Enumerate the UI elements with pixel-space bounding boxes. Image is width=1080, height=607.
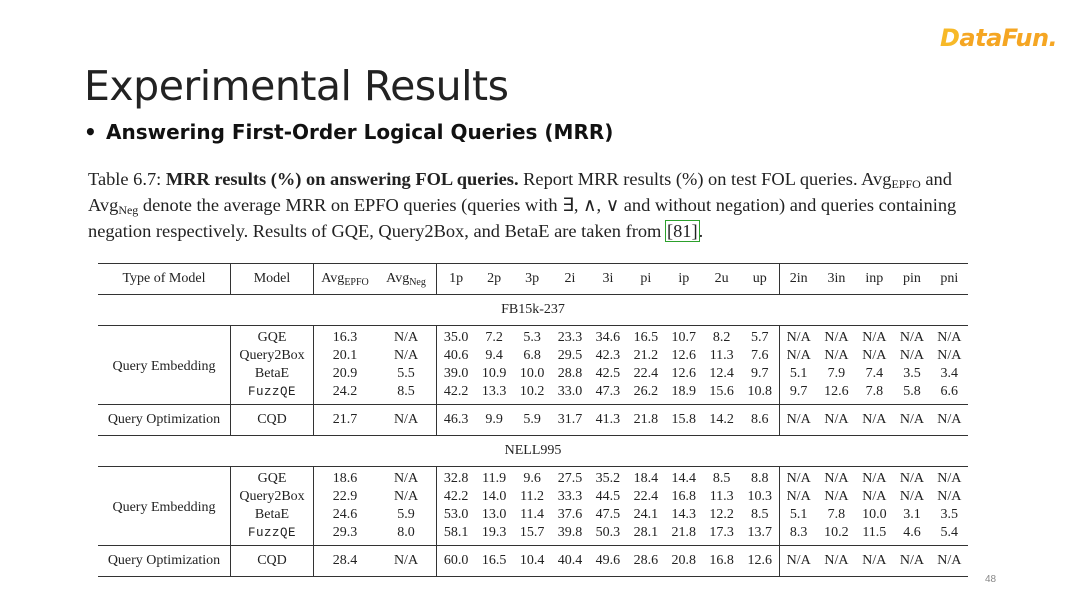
bullet-text: Answering First-Order Logical Queries (MRR) (106, 120, 614, 144)
header-avg-epfo-sub: EPFO (344, 277, 369, 288)
value-cell: 40.6 (443, 348, 469, 363)
caption-sub-neg: Neg (118, 203, 139, 217)
value-cell: 7.9 (827, 366, 846, 381)
avg-epfo-cell: 21.7 (314, 405, 377, 436)
value-cell: 16.5 (475, 546, 513, 577)
value-cell: 10.2 (513, 383, 551, 405)
value-cell: 9.6 (523, 471, 541, 486)
value-cell: 21.8 (627, 405, 665, 436)
avg-neg-cell: N/A (376, 467, 437, 489)
value-cell: 11.4 (520, 507, 545, 522)
value-cell: 33.0 (551, 383, 589, 405)
avg-neg-cell: 8.0 (376, 524, 437, 546)
value-cell: 5.7 (741, 326, 780, 348)
model-cell: Query2Box (231, 488, 314, 506)
avg-neg-cell: N/A (376, 546, 437, 577)
value-cell: 12.2 (709, 507, 734, 522)
value-cell: N/A (824, 489, 849, 504)
value-cell: N/A (855, 546, 893, 577)
avg-epfo-cell: 20.1 (332, 348, 358, 363)
avg-neg-cell: 5.5 (376, 365, 437, 383)
avg-neg-cell: N/A (376, 326, 437, 348)
header-col: 3i (589, 264, 627, 295)
value-cell: 16.8 (671, 489, 696, 504)
value-cell: 5.8 (893, 383, 930, 405)
value-cell: 11.3 (709, 348, 734, 363)
value-cell: 19.3 (475, 524, 513, 546)
dataset-name: FB15k-237 (98, 295, 968, 326)
value-cell: 23.3 (557, 330, 583, 345)
header-col: 3in (817, 264, 855, 295)
avg-epfo-cell: 22.9 (332, 489, 358, 504)
value-cell: 60.0 (437, 546, 476, 577)
value-cell: 20.8 (665, 546, 703, 577)
value-cell: 28.6 (627, 546, 665, 577)
value-cell: 14.3 (671, 507, 696, 522)
datafun-logo (940, 24, 1057, 52)
avg-epfo-cell: 28.4 (314, 546, 377, 577)
table-caption (88, 166, 988, 244)
value-cell: 5.1 (789, 366, 808, 381)
value-cell: N/A (779, 405, 817, 436)
model-type-cell: Query Optimization (98, 405, 231, 436)
model-type-cell: Query Embedding (98, 467, 231, 546)
value-cell: 7.4 (865, 366, 884, 381)
value-cell: 24.1 (633, 507, 659, 522)
value-cell: N/A (786, 471, 811, 486)
value-cell: 5.9 (513, 405, 551, 436)
avg-epfo-cell: 16.3 (332, 330, 358, 345)
value-cell: N/A (899, 348, 924, 363)
value-cell: 42.3 (595, 348, 621, 363)
page-number: 48 (985, 574, 997, 585)
value-cell: 11.9 (482, 471, 507, 486)
avg-epfo-cell: 29.3 (314, 524, 377, 546)
value-cell: 10.0 (519, 366, 545, 381)
value-cell: 42.2 (443, 489, 469, 504)
header-type: Type of Model (98, 264, 231, 295)
header-col: 2in (779, 264, 817, 295)
value-cell: 7.2 (485, 330, 503, 345)
value-cell: N/A (779, 546, 817, 577)
value-cell: 21.2 (633, 348, 659, 363)
model-cell: GQE (231, 467, 314, 489)
value-cell: 39.8 (551, 524, 589, 546)
value-cell: 12.4 (709, 366, 734, 381)
value-cell: 9.4 (485, 348, 503, 363)
value-cell: 9.7 (779, 383, 817, 405)
caption-bold: MRR results (%) on answering FOL queries. (165, 169, 519, 189)
value-cell: 11.3 (709, 489, 734, 504)
value-cell: 8.5 (741, 506, 780, 524)
header-col: pni (931, 264, 968, 295)
value-cell: 44.5 (595, 489, 621, 504)
value-cell: 42.5 (595, 366, 621, 381)
value-cell: 6.6 (931, 383, 968, 405)
value-cell: 10.7 (671, 330, 696, 345)
table-row (98, 326, 968, 348)
avg-epfo-cell: 24.2 (314, 383, 377, 405)
avg-neg-cell: 8.5 (376, 383, 437, 405)
value-cell: 11.2 (520, 489, 545, 504)
value-cell: N/A (931, 405, 968, 436)
value-cell: N/A (899, 330, 924, 345)
value-cell: N/A (862, 471, 887, 486)
model-cell: BetaE (231, 506, 314, 524)
value-cell: 4.6 (893, 524, 930, 546)
avg-neg-cell: N/A (376, 488, 437, 506)
table-row (98, 405, 968, 436)
value-cell: 7.6 (741, 347, 780, 365)
value-cell: N/A (824, 471, 849, 486)
logo-mark: D (940, 24, 960, 52)
value-cell: 12.6 (741, 546, 780, 577)
value-cell: 3.5 (940, 507, 959, 522)
citation-link[interactable]: [81] (666, 221, 698, 241)
results-table (98, 263, 968, 577)
value-cell: 35.0 (443, 330, 469, 345)
value-cell: 11.5 (855, 524, 893, 546)
value-cell: 10.3 (741, 488, 780, 506)
caption-label: Table 6.7: (88, 169, 162, 189)
value-cell: 15.7 (513, 524, 551, 546)
value-cell: N/A (855, 405, 893, 436)
value-cell: 35.2 (595, 471, 621, 486)
value-cell: 16.5 (633, 330, 659, 345)
value-cell: 28.8 (557, 366, 583, 381)
caption-sub-epfo: EPFO (891, 177, 921, 191)
value-cell: 13.3 (475, 383, 513, 405)
avg-epfo-cell: 24.6 (332, 507, 358, 522)
value-cell: N/A (893, 546, 930, 577)
value-cell: 5.1 (789, 507, 808, 522)
dataset-header-row (98, 295, 968, 326)
value-cell: N/A (899, 489, 924, 504)
header-col: inp (855, 264, 893, 295)
value-cell: 40.4 (551, 546, 589, 577)
value-cell: 17.3 (703, 524, 741, 546)
value-cell: 14.4 (671, 471, 696, 486)
value-cell: 47.5 (595, 507, 621, 522)
value-cell: 37.6 (557, 507, 583, 522)
header-col: 3p (513, 264, 551, 295)
header-col: ip (665, 264, 703, 295)
header-avg-neg (376, 264, 437, 295)
value-cell: 7.8 (855, 383, 893, 405)
caption-text-4: . (698, 221, 704, 241)
value-cell: 8.8 (741, 467, 780, 489)
header-avg-epfo (314, 264, 377, 295)
value-cell: N/A (824, 348, 849, 363)
value-cell: 18.4 (633, 471, 659, 486)
header-col: 2p (475, 264, 513, 295)
value-cell: N/A (893, 405, 930, 436)
value-cell: 10.2 (817, 524, 855, 546)
value-cell: 14.2 (703, 405, 741, 436)
value-cell: 34.6 (595, 330, 621, 345)
value-cell: 5.3 (523, 330, 541, 345)
value-cell: 3.1 (903, 507, 921, 522)
avg-neg-cell: 5.9 (376, 506, 437, 524)
value-cell: N/A (824, 330, 849, 345)
header-avg-neg-text: Avg (386, 271, 410, 286)
value-cell: 7.8 (827, 507, 846, 522)
value-cell: 10.4 (513, 546, 551, 577)
header-col: 2i (551, 264, 589, 295)
avg-neg-cell: N/A (376, 405, 437, 436)
value-cell: 14.0 (481, 489, 507, 504)
caption-text-2: and Avg (88, 169, 952, 215)
value-cell: N/A (862, 330, 887, 345)
value-cell: N/A (862, 489, 887, 504)
value-cell: 29.5 (557, 348, 583, 363)
value-cell: 8.3 (779, 524, 817, 546)
caption-text-3: denote the average MRR on EPFO queries (queries with ∃, ∧, ∨ and without negation) and queries containing negation respectively. Results of GQE, Query2Box, and BetaE are taken from (88, 195, 957, 241)
model-cell: CQD (231, 405, 314, 436)
bullet-point (84, 120, 613, 144)
value-cell: 58.1 (437, 524, 476, 546)
value-cell: N/A (786, 348, 811, 363)
bullet-dot: • (84, 120, 97, 144)
value-cell: 3.5 (903, 366, 921, 381)
value-cell: 12.6 (817, 383, 855, 405)
header-model: Model (231, 264, 314, 295)
value-cell: 6.8 (523, 348, 541, 363)
model-cell: FuzzQE (231, 383, 314, 405)
value-cell: 47.3 (589, 383, 627, 405)
header-col: pi (627, 264, 665, 295)
value-cell: 15.8 (665, 405, 703, 436)
model-type-cell: Query Optimization (98, 546, 231, 577)
value-cell: N/A (817, 405, 855, 436)
value-cell: 18.9 (665, 383, 703, 405)
header-avg-neg-sub: Neg (409, 277, 426, 288)
model-cell: GQE (231, 326, 314, 348)
results-header (98, 264, 968, 295)
value-cell: 10.9 (481, 366, 507, 381)
value-cell: N/A (937, 330, 962, 345)
caption-text-1: Report MRR results (%) on test FOL queries. Avg (518, 169, 892, 189)
header-avg-epfo-text: Avg (321, 271, 345, 286)
avg-neg-cell: N/A (376, 347, 437, 365)
value-cell: 39.0 (443, 366, 469, 381)
value-cell: 3.4 (940, 366, 959, 381)
dataset-name: NELL995 (98, 436, 968, 467)
value-cell: N/A (817, 546, 855, 577)
value-cell: 31.7 (551, 405, 589, 436)
model-cell: CQD (231, 546, 314, 577)
value-cell: N/A (862, 348, 887, 363)
value-cell: N/A (786, 330, 811, 345)
value-cell: 8.2 (712, 330, 731, 345)
value-cell: 21.8 (665, 524, 703, 546)
value-cell: 22.4 (633, 366, 659, 381)
value-cell: 12.6 (671, 366, 696, 381)
dataset-header-row (98, 436, 968, 467)
header-col: pin (893, 264, 930, 295)
value-cell: 26.2 (627, 383, 665, 405)
value-cell: 9.9 (475, 405, 513, 436)
logo-text: ataFun. (959, 24, 1058, 52)
header-col: 2u (703, 264, 741, 295)
value-cell: 8.5 (712, 471, 731, 486)
avg-epfo-cell: 20.9 (332, 366, 358, 381)
value-cell: 53.0 (443, 507, 469, 522)
value-cell: 33.3 (557, 489, 583, 504)
model-cell: FuzzQE (231, 524, 314, 546)
model-cell: BetaE (231, 365, 314, 383)
value-cell: 9.7 (741, 365, 780, 383)
slide-title: Experimental Results (84, 62, 509, 110)
value-cell: N/A (937, 471, 962, 486)
value-cell: N/A (931, 546, 968, 577)
header-col: up (741, 264, 780, 295)
value-cell: 8.6 (741, 405, 780, 436)
value-cell: N/A (786, 489, 811, 504)
table-row (98, 546, 968, 577)
value-cell: 28.1 (627, 524, 665, 546)
value-cell: 32.8 (443, 471, 469, 486)
value-cell: N/A (937, 348, 962, 363)
value-cell: 49.6 (589, 546, 627, 577)
table-row (98, 467, 968, 489)
value-cell: 10.0 (862, 507, 887, 522)
value-cell: 12.6 (671, 348, 696, 363)
model-type-cell: Query Embedding (98, 326, 231, 405)
value-cell: 15.6 (703, 383, 741, 405)
header-col: 1p (437, 264, 476, 295)
value-cell: 16.8 (703, 546, 741, 577)
value-cell: N/A (937, 489, 962, 504)
value-cell: 22.4 (633, 489, 659, 504)
value-cell: 42.2 (437, 383, 476, 405)
value-cell: 10.8 (741, 383, 780, 405)
value-cell: 50.3 (589, 524, 627, 546)
value-cell: 27.5 (557, 471, 583, 486)
value-cell: 5.4 (931, 524, 968, 546)
value-cell: N/A (899, 471, 924, 486)
value-cell: 46.3 (437, 405, 476, 436)
value-cell: 41.3 (589, 405, 627, 436)
value-cell: 13.0 (481, 507, 507, 522)
results-body (98, 295, 968, 577)
value-cell: 13.7 (741, 524, 780, 546)
avg-epfo-cell: 18.6 (332, 471, 358, 486)
model-cell: Query2Box (231, 347, 314, 365)
